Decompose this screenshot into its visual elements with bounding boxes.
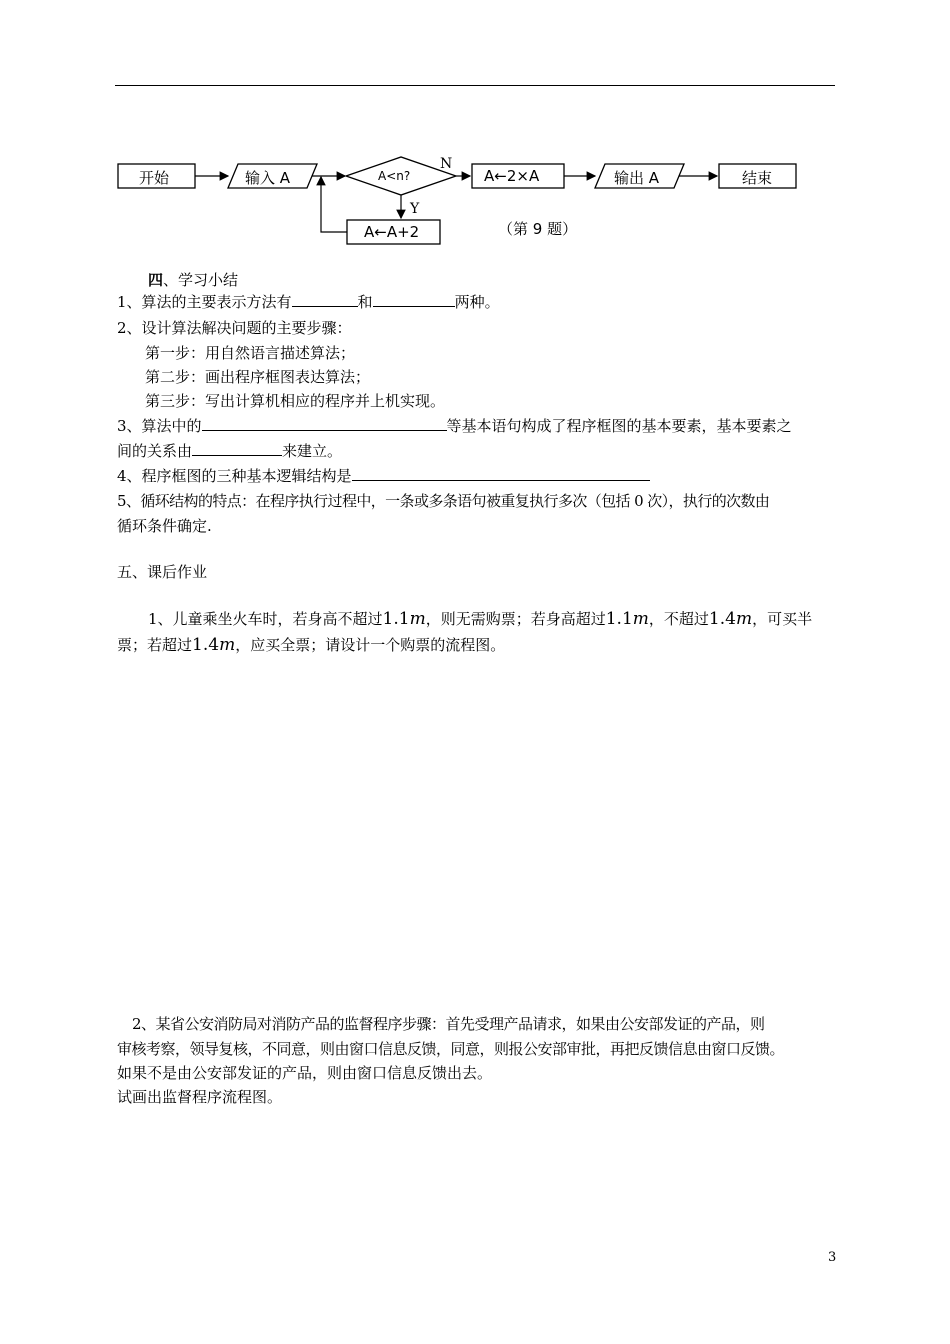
add-label: A←A+2 <box>364 223 420 241</box>
q1-text-d: ，可买半 <box>752 610 813 628</box>
section4-heading-num: 四 <box>148 271 164 289</box>
item3-text-b: 等基本语句构成了程序框图的基本要素，基本要素之 <box>446 417 792 435</box>
height-1-4: 1.4m <box>708 609 753 629</box>
summary-item-3 <box>117 416 792 436</box>
summary-item-4 <box>117 466 650 486</box>
q1-text-c: ，不超过 <box>648 610 709 628</box>
item1-text-c: 两种。 <box>454 293 500 311</box>
header-rule <box>115 85 835 86</box>
summary-item-3-cont <box>117 441 342 461</box>
end-label: 结束 <box>742 169 773 187</box>
item3-text-d: 来建立。 <box>282 442 343 460</box>
blank-1 <box>292 292 358 307</box>
height-1-1b: 1.1m <box>605 609 649 629</box>
start-label: 开始 <box>139 169 170 187</box>
question-2-line1: 2、某省公安消防局对消防产品的监督程序步骤：首先受理产品请求，如果由公安部发证的产品，则 <box>132 1015 765 1033</box>
double-label: A←2×A <box>484 167 540 185</box>
step-3: 第三步：写出计算机相应的程序并上机实现。 <box>145 392 446 410</box>
no-label: N <box>440 156 453 172</box>
section5-heading: 五、课后作业 <box>117 563 208 581</box>
height-1-4b: 1.4m <box>192 635 236 655</box>
item1-text-b: 和 <box>357 293 373 311</box>
question-2-line3: 如果不是由公安部发证的产品，则由窗口信息反馈出去。 <box>117 1064 493 1082</box>
question-2-line4: 试画出监督程序流程图。 <box>117 1088 283 1106</box>
q1-text-f: ，应买全票；请设计一个购票的流程图。 <box>235 636 506 654</box>
blank-3 <box>202 416 447 431</box>
blank-2 <box>373 292 455 307</box>
yes-label: Y <box>410 201 420 217</box>
q1-text-a: 1、儿童乘坐火车时，若身高不超过 <box>148 610 383 628</box>
section4-heading <box>148 270 238 290</box>
flowchart <box>110 150 810 250</box>
flowchart-shapes <box>110 150 810 250</box>
item4-text: 4、程序框图的三种基本逻辑结构是 <box>117 467 352 485</box>
step-2: 第二步：画出程序框图表达算法； <box>145 368 371 386</box>
item3-text-c: 间的关系由 <box>117 442 193 460</box>
summary-item-5-line1: 5、循环结构的特点：在程序执行过程中，一条或多条语句被重复执行多次（包括 0 次），执行的次数由 <box>117 492 770 510</box>
output-label: 输出 A <box>614 169 660 187</box>
blank-4 <box>192 441 282 456</box>
condition-label: A<n? <box>378 169 411 183</box>
question-1-line2 <box>117 633 505 657</box>
summary-item-5-line2: 循环条件确定. <box>117 517 212 535</box>
figure-caption: （第 9 题） <box>498 220 578 238</box>
q1-text-b: ，则无需购票；若身高超过 <box>425 610 606 628</box>
summary-item-1 <box>117 292 500 312</box>
blank-5 <box>352 466 650 481</box>
item3-text-a: 3、算法中的 <box>117 417 202 435</box>
question-1-line1 <box>148 607 812 631</box>
step-1: 第一步：用自然语言描述算法； <box>145 344 356 362</box>
item1-text-a: 1、算法的主要表示方法有 <box>117 293 292 311</box>
page-number: 3 <box>828 1250 837 1265</box>
question-2-line2: 审核考察，领导复核，不同意，则由窗口信息反馈，同意，则报公安部审批，再把反馈信息由窗口反馈。 <box>117 1040 785 1058</box>
input-label: 输入 A <box>245 169 291 187</box>
q1-text-e: 票；若超过 <box>117 636 193 654</box>
height-1-1: 1.1m <box>382 609 426 629</box>
section4-heading-text: 、学习小结 <box>163 271 239 289</box>
summary-item-2: 2、设计算法解决问题的主要步骤： <box>117 319 352 337</box>
